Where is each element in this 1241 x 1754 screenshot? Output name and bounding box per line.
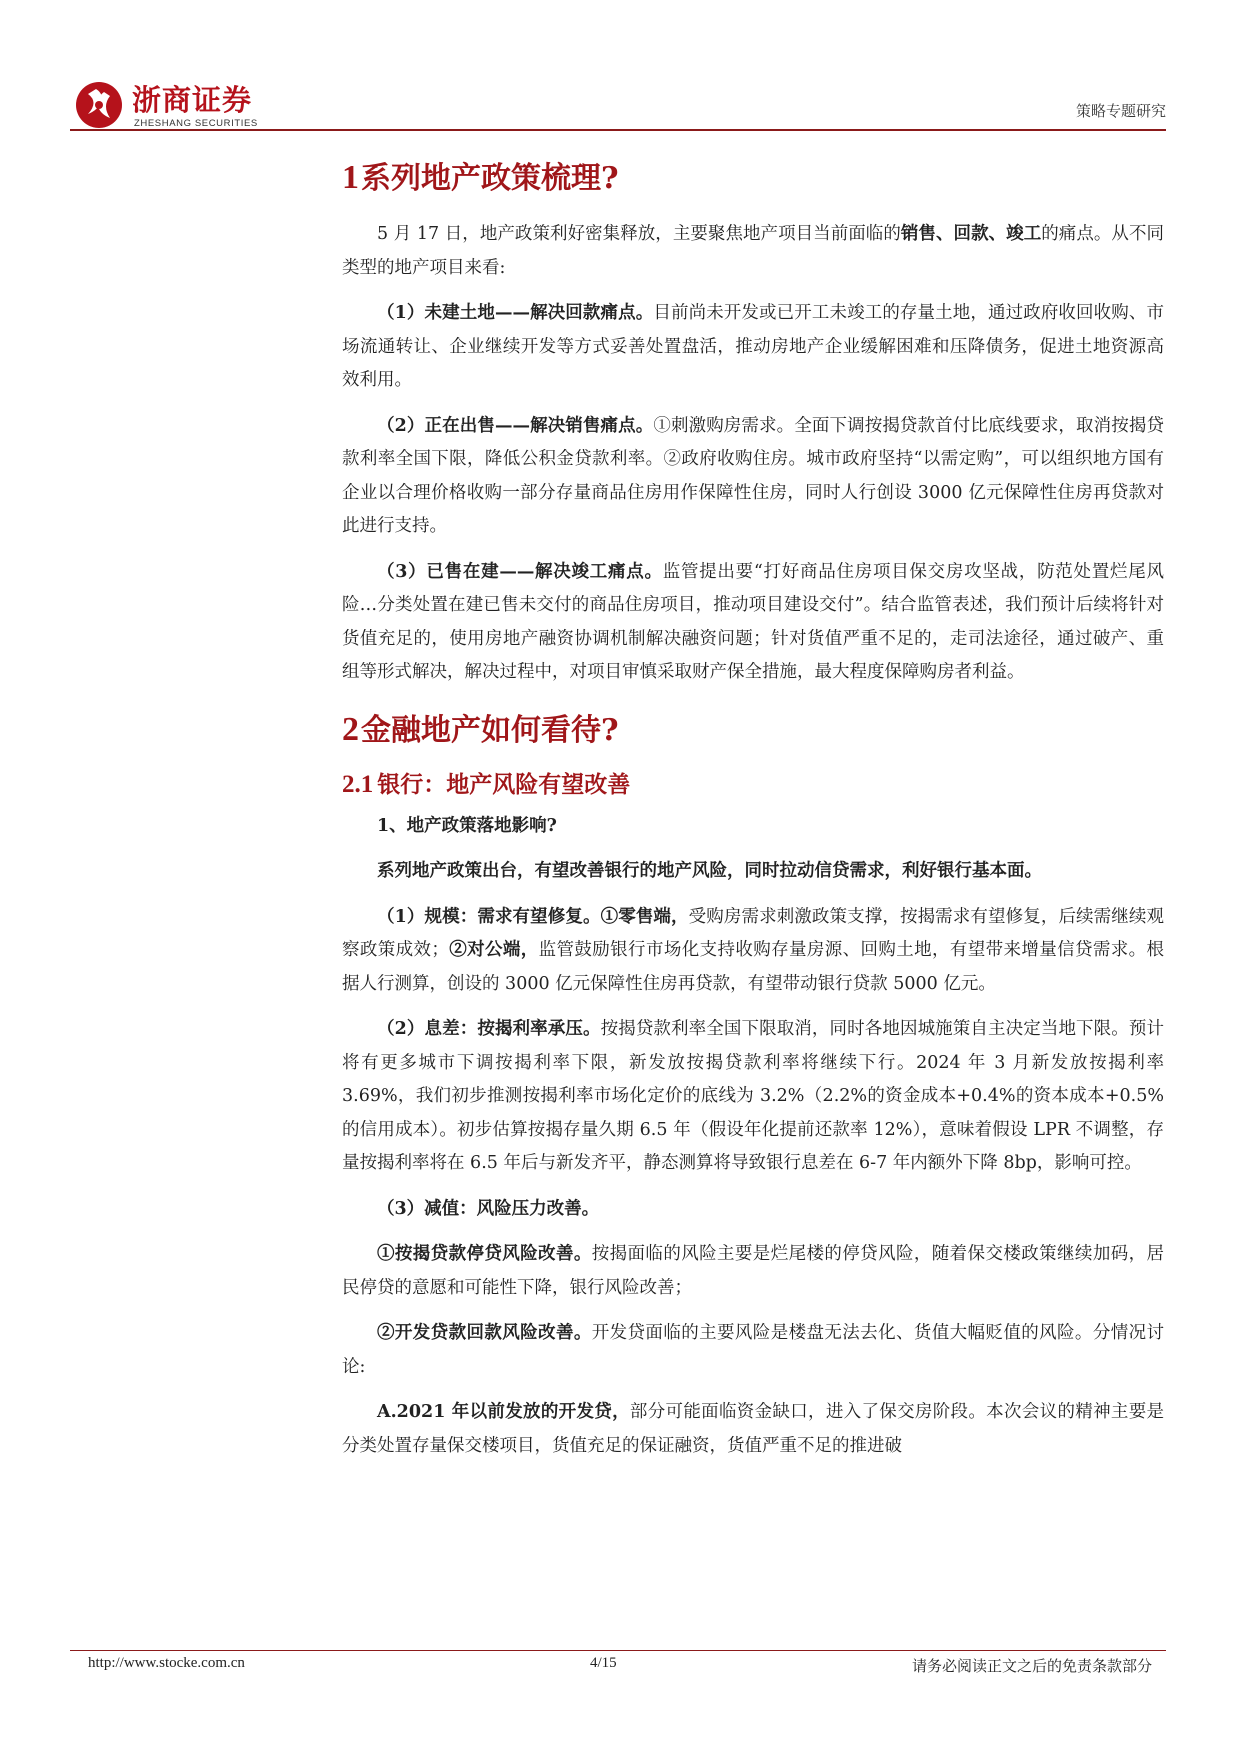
paragraph: A.2021 年以前发放的开发贷，部分可能面临资金缺口，进入了保交房阶段。本次会议的精神主要是分类处置存量保交楼项目，货值充足的保证融资，货值严重不足的推进破 [342, 1402, 1165, 1456]
section-2-heading: 2金融地产如何看待? [342, 710, 619, 748]
paragraph: ①按揭贷款停贷风险改善。按揭面临的风险主要是烂尾楼的停贷风险，随着保交楼政策继续加码，居民停贷的意愿和可能性下降，银行风险改善； [342, 1244, 1165, 1298]
paragraph: ②开发贷款回款风险改善。开发贷面临的主要风险是楼盘无法去化、货值大幅贬值的风险。分情况讨论: [342, 1323, 1165, 1377]
page-footer [70, 1655, 1166, 1679]
footer-divider [70, 1650, 1166, 1651]
question-heading: 1、地产政策落地影响? [377, 815, 557, 836]
brand-name-en: ZHESHANG SECURITIES [134, 118, 258, 129]
section-1-heading: 1系列地产政策梳理? [342, 159, 619, 196]
report-category: 策略专题研究 [1075, 102, 1166, 120]
paragraph: （2）息差：按揭利率承压。按揭贷款利率全国下限取消，同时各地因城施策自主决定当地下限。预计将有更多城市下调按揭利率下限，新发放按揭贷款利率将继续下行。2024 年 3 月新发放按揭利率 3.69%，我们初步推测按揭利率市场化定价的底线为 3.2%（2.2%的资金成本+0.4%的资本成本+0.5%的信用成本）。初步估算按揭存量久期 6.5 年（假设年化提前还款率 12%），意味着假设 LPR 不调整，存量按揭利率将在 6.5 年后与新发齐平，静态测算将导致银行息差在 6-7 年内额外下降 8bp，影响可控。 [342, 1019, 1164, 1173]
paragraph: （1）规模：需求有望修复。①零售端，受购房需求刺激政策支撑，按揭需求有望修复，后续需继续观察政策成效；②对公端，监管鼓励银行市场化支持收购存量房源、回购土地，有望带来增量信贷需求。根据人行测算，创设的 3000 亿元保障性住房再贷款，有望带动银行贷款 5000 亿元。 [342, 906, 1165, 994]
zheshang-logo-icon [74, 80, 124, 130]
section-2-1-heading: 2.1 银行：地产风险有望改善 [342, 770, 631, 798]
paragraph: （3）已售在建——解决竣工痛点。监管提出要“打好商品住房项目保交房攻坚战，防范处置烂尾风险…分类处置在建已售未交付的商品住房项目，推动项目建设交付”。结合监管表述，我们预计后续将针对货值充足的，使用房地产融资协调机制解决融资问题；针对货值严重不足的，走司法途径，通过破产、重组等形式解决，解决过程中，对项目审慎采取财产保全措施，最大程度保障购房者利益。 [342, 561, 1164, 682]
paragraph: （2）正在出售——解决销售痛点。①刺激购房需求。全面下调按揭贷款首付比底线要求，取消按揭贷款利率全国下限，降低公积金贷款利率。②政府收购住房。城市政府坚持“以需定购”，可以组织地方国有企业以合理价格收购一部分存量商品住房用作保障性住房，同时人行创设 3000 亿元保障性住房再贷款对此进行支持。 [342, 415, 1164, 536]
paragraph: （3）减值：风险压力改善。 [377, 1198, 600, 1219]
page-number: 4/15 [590, 1655, 617, 1671]
disclaimer-note: 请务必阅读正文之后的免责条款部分 [911, 1657, 1152, 1675]
lead-paragraph: 系列地产政策出台，有望改善银行的地产风险，同时拉动信贷需求，利好银行基本面。 [377, 861, 1042, 881]
page-body [342, 148, 1164, 1463]
page-header [70, 78, 1166, 134]
brand-name: 浙商证券 [132, 83, 253, 117]
paragraph: 5 月 17 日，地产政策利好密集释放，主要聚焦地产项目当前面临的销售、回款、竣工的痛点。从不同类型的地产项目来看: [342, 224, 1165, 278]
website-link[interactable]: http://www.stocke.com.cn [88, 1655, 245, 1671]
header-divider [70, 129, 1166, 131]
paragraph: （1）未建土地——解决回款痛点。目前尚未开发或已开工未竣工的存量土地，通过政府收回收购、市场流通转让、企业继续开发等方式妥善处置盘活，推动房地产企业缓解困难和压降债务，促进土地资源高效利用。 [342, 303, 1164, 390]
